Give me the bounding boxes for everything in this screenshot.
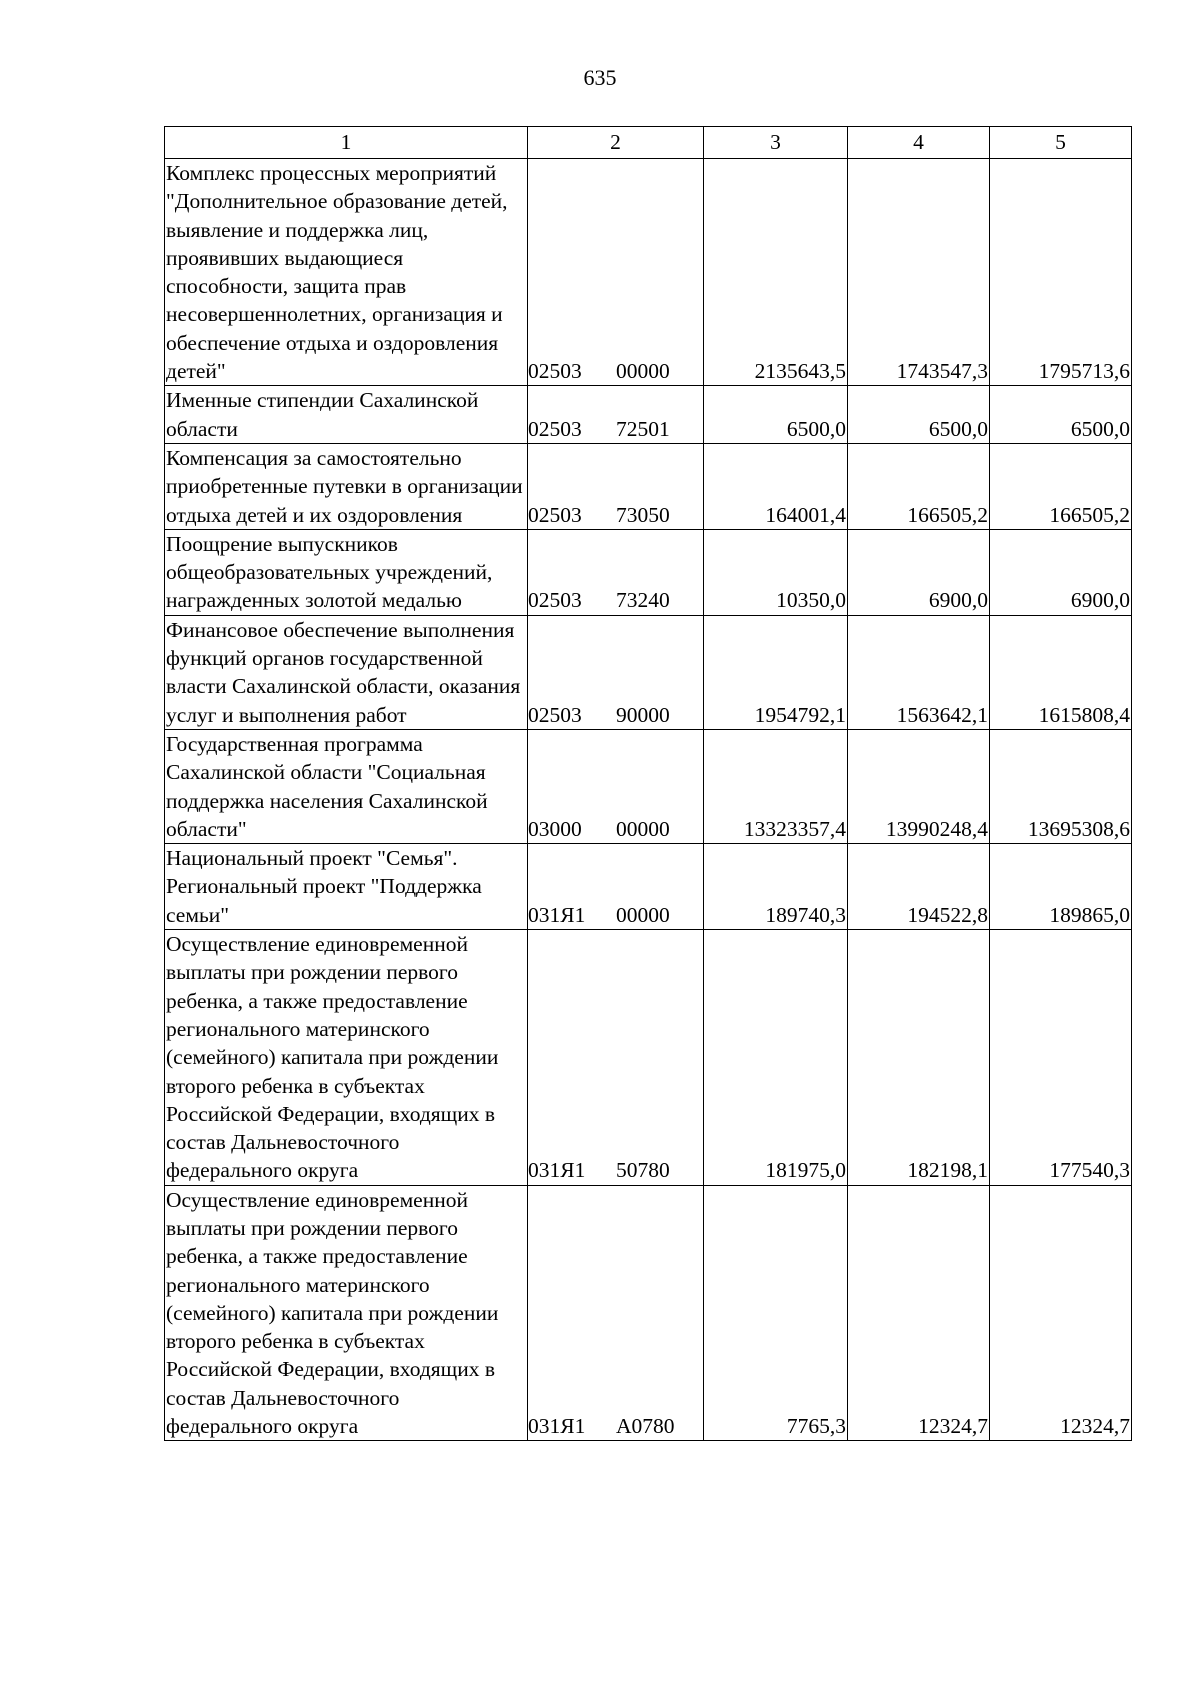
column-header-5: 5 <box>990 127 1132 159</box>
row-value-4: 6500,0 <box>848 386 990 444</box>
table-row <box>165 930 1132 1186</box>
row-value-4: 6900,0 <box>848 529 990 615</box>
row-value-3: 1954792,1 <box>704 615 848 729</box>
table-row <box>165 386 1132 444</box>
direction-code: 72501 <box>616 416 670 441</box>
program-code: 02503 <box>528 502 582 527</box>
direction-code: А0780 <box>616 1414 675 1439</box>
column-header-1: 1 <box>165 127 528 159</box>
row-value-5: 12324,7 <box>990 1185 1132 1441</box>
program-code: 031Я1 <box>528 1158 586 1183</box>
row-code <box>528 930 704 1186</box>
row-name: Государственная программа Сахалинской области "Социальная поддержка населения Сахалинской области" <box>165 729 528 843</box>
row-name: Финансовое обеспечение выполнения функций органов государственной власти Сахалинской области, оказания услуг и выполнения работ <box>165 615 528 729</box>
table-row <box>165 529 1132 615</box>
table-row <box>165 615 1132 729</box>
direction-code: 00000 <box>616 816 670 841</box>
row-value-4: 194522,8 <box>848 844 990 930</box>
row-value-4: 13990248,4 <box>848 729 990 843</box>
row-value-4: 1743547,3 <box>848 159 990 386</box>
row-value-3: 164001,4 <box>704 443 848 529</box>
row-code <box>528 729 704 843</box>
budget-table <box>164 126 1132 1441</box>
direction-code: 73050 <box>616 502 670 527</box>
table-row <box>165 159 1132 386</box>
row-code <box>528 529 704 615</box>
row-name: Национальный проект "Семья". Региональный проект "Поддержка семьи" <box>165 844 528 930</box>
row-value-5: 189865,0 <box>990 844 1132 930</box>
row-name: Комплекс процессных мероприятий "Дополнительное образование детей, выявление и поддержка лиц, проявивших выдающиеся способности, защита прав несовершеннолетних, организация и обеспечение отдыха и оздоровления детей" <box>165 159 528 386</box>
row-value-3: 10350,0 <box>704 529 848 615</box>
row-code <box>528 159 704 386</box>
table-row <box>165 844 1132 930</box>
header-row <box>165 127 1132 159</box>
row-name: Компенсация за самостоятельно приобретенные путевки в организации отдыха детей и их оздоровления <box>165 443 528 529</box>
row-value-5: 166505,2 <box>990 443 1132 529</box>
row-value-5: 6500,0 <box>990 386 1132 444</box>
page-number: 635 <box>583 65 617 90</box>
direction-code: 90000 <box>616 702 670 727</box>
column-header-3: 3 <box>704 127 848 159</box>
row-value-3: 7765,3 <box>704 1185 848 1441</box>
row-value-4: 166505,2 <box>848 443 990 529</box>
row-value-5: 13695308,6 <box>990 729 1132 843</box>
program-code: 031Я1 <box>528 1414 586 1439</box>
row-value-4: 182198,1 <box>848 930 990 1186</box>
row-value-3: 13323357,4 <box>704 729 848 843</box>
program-code: 02503 <box>528 359 582 384</box>
row-name: Именные стипендии Сахалинской области <box>165 386 528 444</box>
table-row <box>165 1185 1132 1441</box>
row-value-4: 1563642,1 <box>848 615 990 729</box>
direction-code: 73240 <box>616 588 670 613</box>
program-code: 02503 <box>528 702 582 727</box>
row-name: Осуществление единовременной выплаты при рождении первого ребенка, а также предоставление регионального материнского (семейного) капитала при рождении второго ребенка в субъектах Российской Федерации, входящих в состав Дальневосточного федерального округа <box>165 1185 528 1441</box>
row-value-5: 6900,0 <box>990 529 1132 615</box>
row-value-5: 1615808,4 <box>990 615 1132 729</box>
row-value-3: 189740,3 <box>704 844 848 930</box>
row-code <box>528 1185 704 1441</box>
program-code: 03000 <box>528 816 582 841</box>
row-code <box>528 615 704 729</box>
row-code <box>528 386 704 444</box>
table-row <box>165 443 1132 529</box>
direction-code: 50780 <box>616 1158 670 1183</box>
direction-code: 00000 <box>616 902 670 927</box>
row-value-3: 2135643,5 <box>704 159 848 386</box>
table-row <box>165 729 1132 843</box>
row-code <box>528 844 704 930</box>
program-code: 02503 <box>528 416 582 441</box>
program-code: 031Я1 <box>528 902 586 927</box>
column-header-2: 2 <box>528 127 704 159</box>
row-code <box>528 443 704 529</box>
row-value-5: 1795713,6 <box>990 159 1132 386</box>
row-value-3: 181975,0 <box>704 930 848 1186</box>
program-code: 02503 <box>528 588 582 613</box>
column-header-4: 4 <box>848 127 990 159</box>
row-name: Осуществление единовременной выплаты при рождении первого ребенка, а также предоставление регионального материнского (семейного) капитала при рождении второго ребенка в субъектах Российской Федерации, входящих в состав Дальневосточного федерального округа <box>165 930 528 1186</box>
direction-code: 00000 <box>616 359 670 384</box>
row-name: Поощрение выпускников общеобразовательных учреждений, награжденных золотой медалью <box>165 529 528 615</box>
row-value-4: 12324,7 <box>848 1185 990 1441</box>
row-value-3: 6500,0 <box>704 386 848 444</box>
row-value-5: 177540,3 <box>990 930 1132 1186</box>
